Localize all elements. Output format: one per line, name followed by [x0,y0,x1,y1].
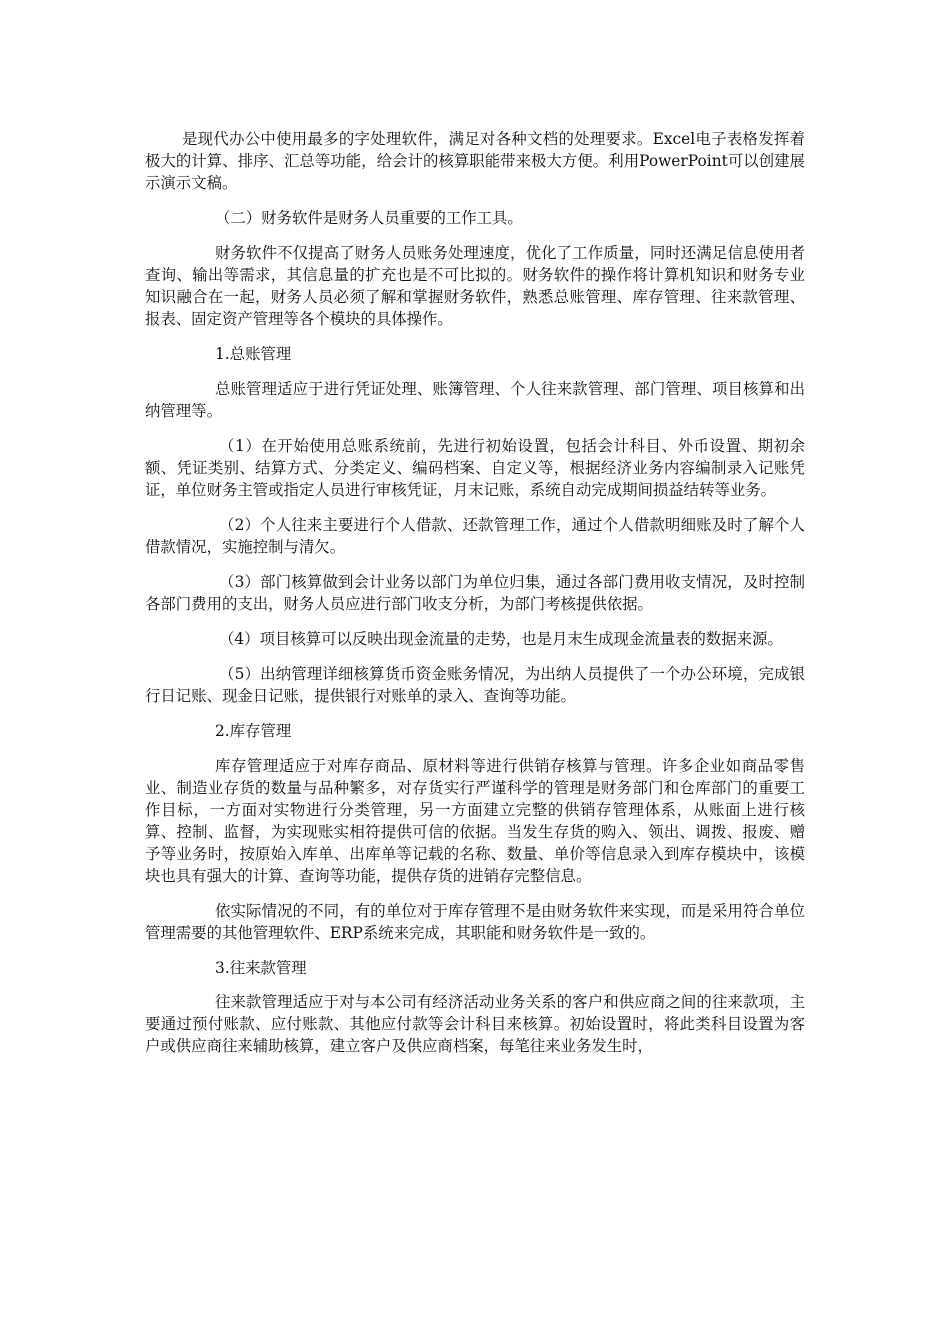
paragraph-inventory-alternatives: 依实际情况的不同，有的单位对于库存管理不是由财务软件来实现，而是采用符合单位管理需要的其他管理软件、ERP系统来完成，其职能和财务软件是一致的。 [145,902,805,942]
list-item-project-accounting: （4）项目核算可以反映出现金流量的走势，也是月末生成现金流量表的数据来源。 [219,630,783,648]
paragraph-financial-software-intro: 财务软件不仅提高了财务人员账务处理速度，优化了工作质量，同时还满足信息使用者查询、输出等需求，其信息量的扩充也是不可比拟的。财务软件的操作将计算机知识和财务专业知识融合在一起，财务人员必须了解和掌握财务软件，熟悉总账管理、库存管理、往来款管理、报表、固定资产管理等各个模块的具体操作。 [145,244,805,328]
document-page [145,128,805,1057]
list-item-personal-accounts: （2）个人往来主要进行个人借款、还款管理工作，通过个人借款明细账及时了解个人借款情况，实施控制与清欠。 [145,516,805,556]
list-item-ledger-setup: （1）在开始使用总账系统前，先进行初始设置，包括会计科目、外币设置、期初余额、凭证类别、结算方式、分类定义、编码档案、自定义等，根据经济业务内容编制录入记账凭证，单位财务主管或指定人员进行审核凭证，月末记账，系统自动完成期间损益结转等业务。 [145,437,805,499]
paragraph-office-software: 是现代办公中使用最多的字处理软件，满足对各种文档的处理要求。Excel电子表格发挥着极大的计算、排序、汇总等功能，给会计的核算职能带来极大方便。利用PowerPoint可以创建展示演示文稿。 [145,130,805,192]
subheading-receivables-payables: 3.往来款管理 [215,959,307,977]
paragraph-receivables-payables: 往来款管理适应于对与本公司有经济活动业务关系的客户和供应商之间的往来款项，主要通过预付账款、应付账款、其他应付款等会计科目来核算。初始设置时，将此类科目设置为客户或供应商往来辅助核算，建立客户及供应商档案，每笔往来业务发生时， [145,993,805,1055]
section-heading-financial-software: （二）财务软件是财务人员重要的工作工具。 [215,209,523,227]
paragraph-inventory: 库存管理适应于对库存商品、原材料等进行供销存核算与管理。许多企业如商品零售业、制造业存货的数量与品种繁多，对存货实行严谨科学的管理是财务部门和仓库部门的重要工作目标，一方面对实物进行分类管理，另一方面建立完整的供销存管理体系，从账面上进行核算、控制、监督，为实现账实相符提供可信的依据。当发生存货的购入、领出、调拨、报废、赠予等业务时，按原始入库单、出库单等记载的名称、数量、单价等信息录入到库存模块中，该模块也具有强大的计算、查询等功能，提供存货的进销存完整信息。 [145,757,805,885]
paragraph-general-ledger: 总账管理适应于进行凭证处理、账簿管理、个人往来款管理、部门管理、项目核算和出纳管理等。 [145,380,805,420]
list-item-cashier-management: （5）出纳管理详细核算货币资金账务情况，为出纳人员提供了一个办公环境，完成银行日记账、现金日记账，提供银行对账单的录入、查询等功能。 [145,665,805,705]
subheading-general-ledger: 1.总账管理 [215,345,292,363]
subheading-inventory: 2.库存管理 [215,722,292,740]
list-item-department-accounting: （3）部门核算做到会计业务以部门为单位归集，通过各部门费用收支情况，及时控制各部门费用的支出，财务人员应进行部门收支分析，为部门考核提供依据。 [145,573,805,613]
